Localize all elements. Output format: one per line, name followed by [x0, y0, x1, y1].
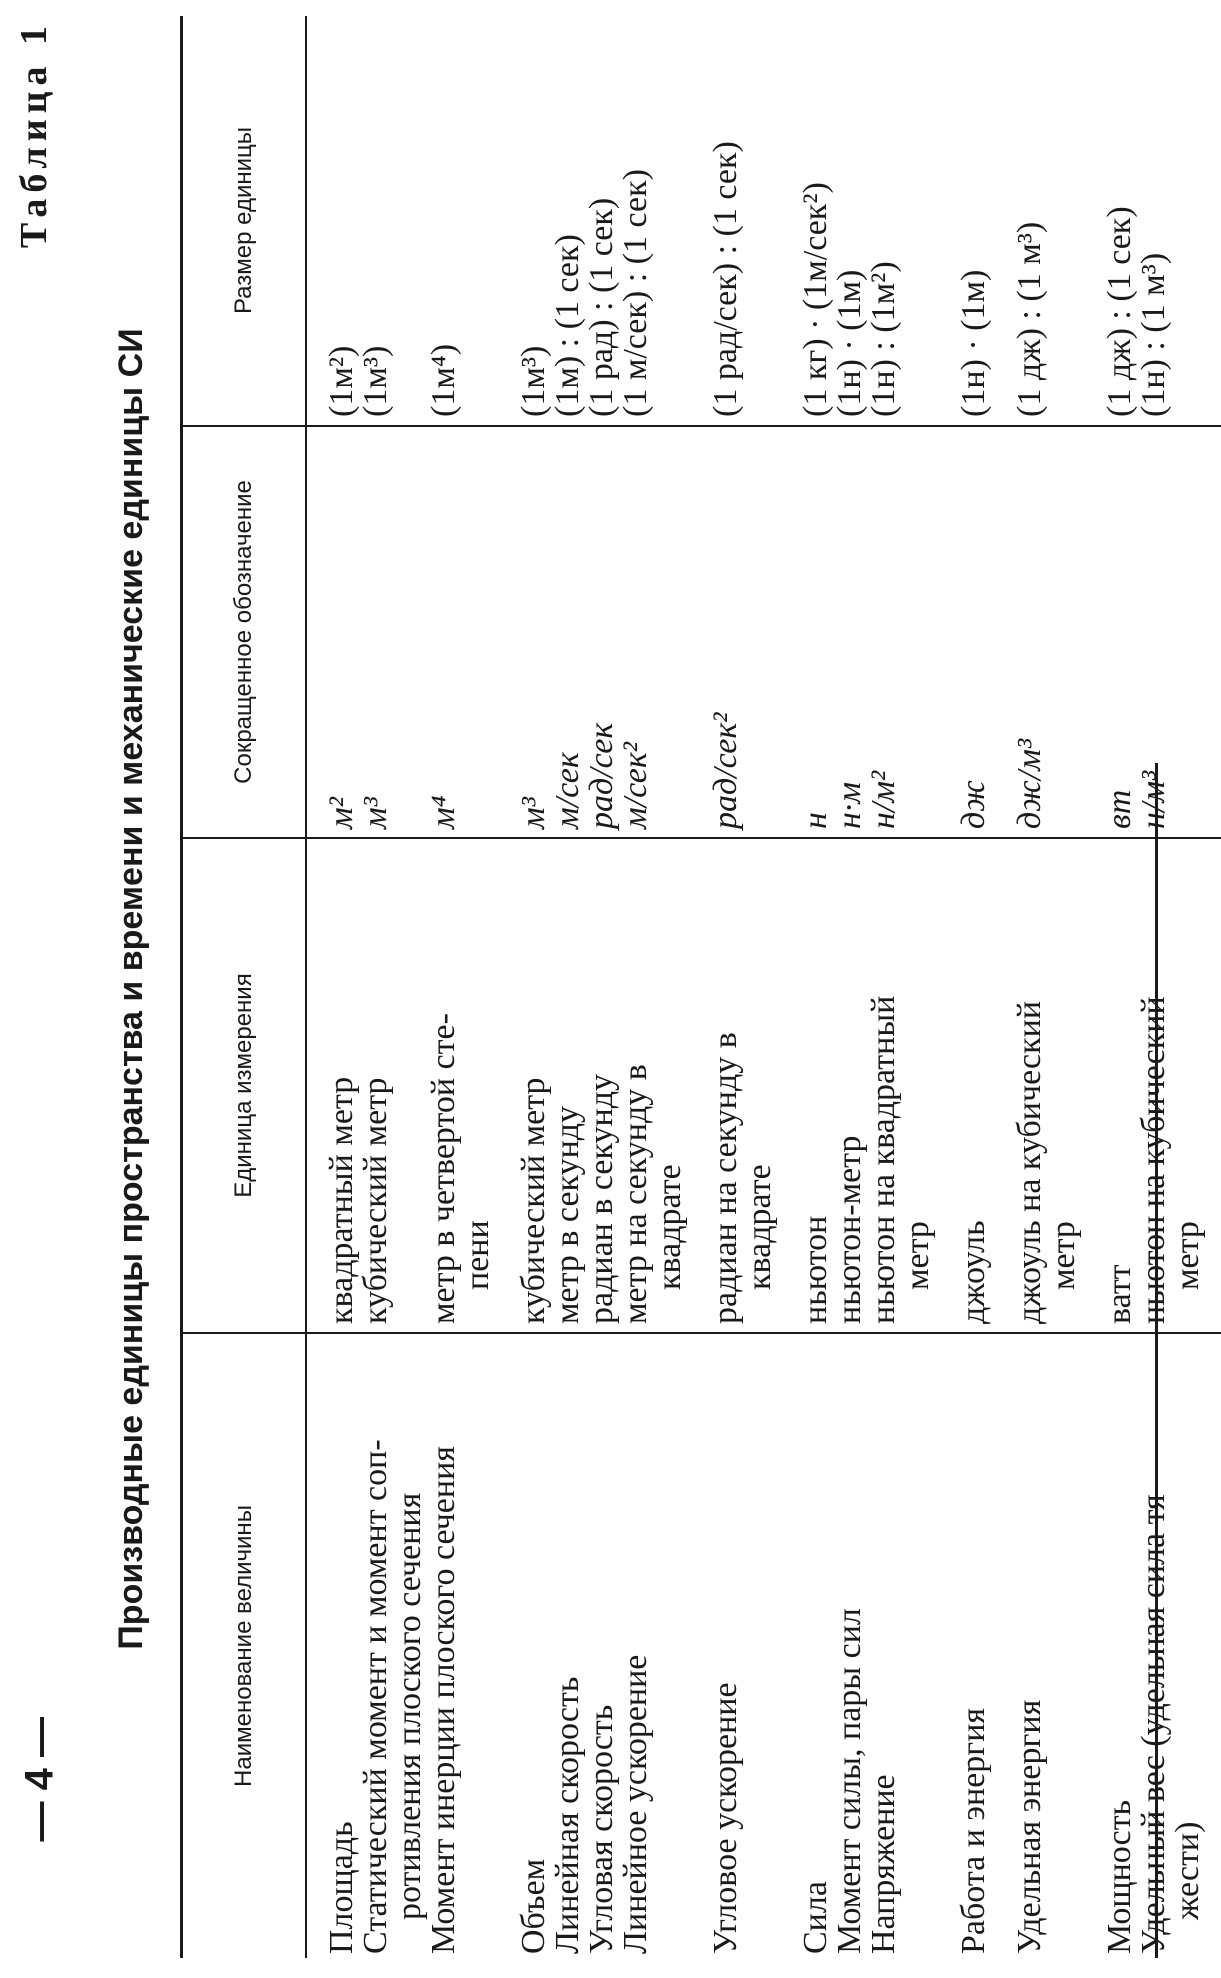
table-row: [517, 16, 551, 1958]
abbreviation-cell: н/м²: [867, 426, 935, 838]
unit-size-cell: (1 дж) : (1 м³): [1013, 16, 1081, 426]
unit-name-col: [306, 838, 359, 1333]
name-col-line: Удельный вес (удельная сила тя-: [1135, 1483, 1172, 1954]
unit-name-col: [1013, 838, 1081, 1333]
unit-name-col: [359, 838, 427, 1333]
group-spacer: [991, 16, 1013, 1958]
unit-size-cell: (1м³): [517, 16, 551, 426]
name-col-line: Площадь: [323, 1821, 360, 1954]
table-row: [585, 16, 619, 1958]
unit-size-cell: (1н) : (1м²): [867, 16, 935, 426]
spacer-cell: [935, 16, 957, 426]
bottom-rule: [1155, 763, 1158, 1958]
spacer-cell: [991, 1333, 1013, 1958]
unit-name-col: [833, 838, 867, 1333]
spacer-cell: [495, 426, 517, 838]
unit-name-col-line: квадратный метр: [323, 1076, 360, 1324]
unit-name-col: [867, 838, 935, 1333]
name-col: [306, 1333, 359, 1958]
spacer-cell: [777, 1333, 799, 1958]
abbreviation-cell: н/м³: [1137, 426, 1221, 838]
header-unit: Единица измерения: [182, 838, 307, 1333]
unit-size-cell: (1 рад/сек) : (1 сек): [709, 16, 777, 426]
unit-name-col-line: джоуль: [955, 1220, 992, 1324]
header-unit-size: Размер единицы: [182, 16, 307, 426]
name-col: [427, 1333, 495, 1958]
name-col-line: Мощность: [1101, 1799, 1138, 1954]
abbreviation-cell: рад/сек: [585, 426, 619, 838]
spacer-cell: [687, 16, 709, 426]
spacer-cell: [687, 426, 709, 838]
unit-name-col: [585, 838, 619, 1333]
table-row: [799, 16, 833, 1958]
table-row: [619, 16, 687, 1958]
unit-name-col: [799, 838, 833, 1333]
unit-name-col-line: ватт: [1101, 1264, 1138, 1324]
name-col-line: Угловое ускорение: [707, 1682, 744, 1954]
abbreviation-cell: м³: [517, 426, 551, 838]
unit-name-col-line: квадрате: [741, 1164, 778, 1290]
name-col: [619, 1333, 687, 1958]
name-col-line: Статический момент и момент соп-: [357, 1439, 394, 1954]
spacer-cell: [495, 1333, 517, 1958]
unit-name-col: [709, 838, 777, 1333]
name-col: [799, 1333, 833, 1958]
name-col: [551, 1333, 585, 1958]
name-col: [709, 1333, 777, 1958]
name-col-line: Напряжение: [865, 1774, 902, 1954]
spacer-cell: [687, 1333, 709, 1958]
abbreviation-cell: н: [799, 426, 833, 838]
table-row: [833, 16, 867, 1958]
name-col: [1103, 1333, 1137, 1958]
name-col: [517, 1333, 551, 1958]
unit-name-col: [619, 838, 687, 1333]
unit-size-cell: (1м³): [359, 16, 427, 426]
spacer-cell: [777, 426, 799, 838]
abbreviation-cell: н·м: [833, 426, 867, 838]
spacer-cell: [495, 838, 517, 1333]
spacer-cell: [495, 16, 517, 426]
table-row: [427, 16, 495, 1958]
unit-name-col-line: ньютон: [797, 1215, 834, 1324]
unit-name-col: [957, 838, 991, 1333]
abbreviation-cell: м³: [359, 426, 427, 838]
name-col-line: Момент силы, пары сил: [831, 1608, 868, 1954]
name-col-line: Сила: [797, 1881, 834, 1954]
unit-size-cell: (1 кг) · (1м/сек²): [799, 16, 833, 426]
units-table: [180, 16, 1221, 1958]
abbreviation-cell: м²: [306, 426, 359, 838]
table-row: [867, 16, 935, 1958]
name-col-line: Линейная скорость: [549, 1676, 586, 1954]
spacer-cell: [687, 838, 709, 1333]
abbreviation-cell: дж/м³: [1013, 426, 1081, 838]
name-col-line: Работа и энергия: [955, 1707, 992, 1954]
unit-name-col-line: джоуль на кубический: [1011, 1000, 1048, 1324]
name-col-line: Линейное ускорение: [617, 1654, 654, 1954]
unit-size-cell: (1н) : (1 м³): [1137, 16, 1221, 426]
name-col-line: ротивления плоского сечения: [391, 1492, 428, 1920]
name-col: [867, 1333, 935, 1958]
spacer-cell: [991, 426, 1013, 838]
unit-name-col: [427, 838, 495, 1333]
table-header-row: [182, 16, 307, 1958]
table-row: [359, 16, 427, 1958]
group-spacer: [935, 16, 957, 1958]
spacer-cell: [777, 16, 799, 426]
unit-name-col-line: кубический метр: [515, 1077, 552, 1324]
group-spacer: [495, 16, 517, 1958]
unit-name-col-line: ньютон на квадратный: [865, 995, 902, 1324]
page-number: — 4 —: [17, 1717, 62, 1842]
group-spacer: [687, 16, 709, 1958]
name-col-line: Объем: [515, 1858, 552, 1954]
group-spacer: [777, 16, 799, 1958]
name-col-line: Момент инерции плоского сечения: [425, 1446, 462, 1954]
unit-name-col: [517, 838, 551, 1333]
spacer-cell: [935, 1333, 957, 1958]
spacer-cell: [1081, 1333, 1103, 1958]
table-title: Производные единицы пространства и времени и механические единицы СИ: [112, 328, 150, 1650]
unit-size-cell: (1н) · (1м): [957, 16, 991, 426]
unit-name-col-line: кубический метр: [357, 1077, 394, 1324]
abbreviation-cell: м/сек: [551, 426, 585, 838]
unit-name-col-line: квадрате: [651, 1164, 688, 1290]
unit-size-cell: (1м²): [306, 16, 359, 426]
abbreviation-cell: вт: [1103, 426, 1137, 838]
unit-size-cell: (1н) · (1м): [833, 16, 867, 426]
table-row: [1103, 16, 1137, 1958]
abbreviation-cell: м/сек²: [619, 426, 687, 838]
spacer-cell: [1081, 838, 1103, 1333]
unit-size-cell: (1м) : (1 сек): [551, 16, 585, 426]
spacer-cell: [991, 16, 1013, 426]
unit-size-cell: (1 дж) : (1 сек): [1103, 16, 1137, 426]
table-row: [306, 16, 359, 1958]
spacer-cell: [1081, 16, 1103, 426]
unit-name-col-line: метр: [1045, 1221, 1082, 1290]
name-col: [1137, 1333, 1221, 1958]
name-col-line: Угловая скорость: [583, 1704, 620, 1954]
unit-size-cell: (1 рад) : (1 сек): [585, 16, 619, 426]
spacer-cell: [1081, 426, 1103, 838]
unit-name-col-line: метр: [1169, 1221, 1206, 1290]
unit-name-col-line: ньютон на кубический: [1135, 996, 1172, 1324]
group-spacer: [1081, 16, 1103, 1958]
spacer-cell: [777, 838, 799, 1333]
unit-name-col: [551, 838, 585, 1333]
unit-name-col-line: радиан в секунду: [583, 1073, 620, 1324]
table-row: [551, 16, 585, 1958]
unit-size-cell: (1 м/сек) : (1 сек): [619, 16, 687, 426]
table-row: [1013, 16, 1081, 1958]
name-col: [585, 1333, 619, 1958]
header-quantity-name: Наименование величины: [230, 1505, 257, 1787]
spacer-cell: [991, 838, 1013, 1333]
table-row: [709, 16, 777, 1958]
table-label: Таблица 1: [13, 20, 55, 249]
unit-name-col-line: пени: [459, 1220, 496, 1290]
name-col-line: жести): [1169, 1821, 1206, 1920]
unit-name-col: [1103, 838, 1137, 1333]
abbreviation-cell: м⁴: [427, 426, 495, 838]
spacer-cell: [935, 426, 957, 838]
unit-name-col-line: метр: [899, 1221, 936, 1290]
name-col: [833, 1333, 867, 1958]
table-body: [306, 16, 1221, 1958]
unit-name-col-line: метр в секунду: [549, 1105, 586, 1324]
header-abbreviation: Сокращенное обозначение: [182, 426, 307, 838]
spacer-cell: [935, 838, 957, 1333]
unit-name-col-line: метр в четвертой сте-: [425, 1013, 462, 1324]
unit-name-col: [1137, 838, 1221, 1333]
table-row: [1137, 16, 1221, 1958]
unit-name-col-line: радиан на секунду в: [707, 1032, 744, 1324]
unit-name-col-line: ньютон-метр: [831, 1135, 868, 1324]
unit-name-col-line: метр на секунду в: [617, 1064, 654, 1324]
unit-size-cell: (1м⁴): [427, 16, 495, 426]
abbreviation-cell: дж: [957, 426, 991, 838]
abbreviation-cell: рад/сек²: [709, 426, 777, 838]
table-row: [957, 16, 991, 1958]
name-col: [1013, 1333, 1081, 1958]
name-col: [957, 1333, 991, 1958]
name-col: [359, 1333, 427, 1958]
name-col-line: Удельная энергия: [1011, 1699, 1048, 1954]
